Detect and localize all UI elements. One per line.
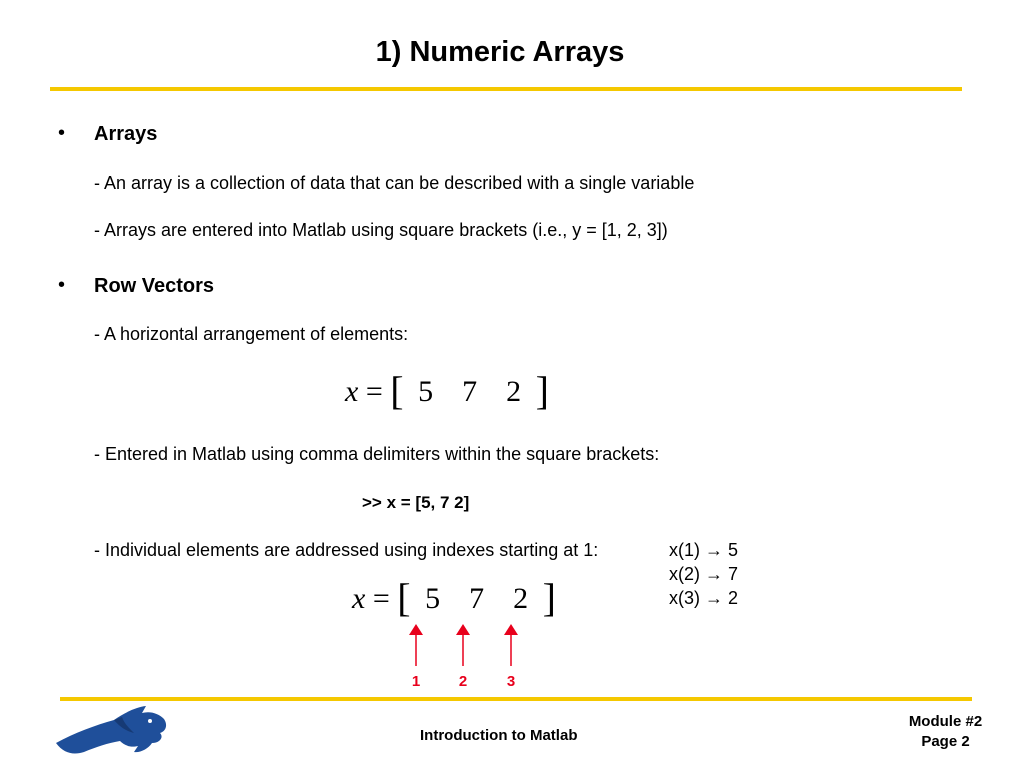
- index-lookup-3: x(3) → 2: [669, 588, 739, 608]
- slide-title: 1) Numeric Arrays: [375, 36, 625, 68]
- equation-indexed: [352, 571, 556, 618]
- matlab-code-line: >> x = [5, 7 2]: [362, 493, 470, 512]
- arrow-up-icon-1: [409, 624, 423, 666]
- equation2-equals: =: [372, 582, 390, 615]
- index-lookup-1: x(1) → 5: [669, 540, 739, 560]
- index-label-2: 2: [458, 673, 468, 690]
- arrays-line-2: - Arrays are entered into Matlab using square brackets (i.e., y = [1, 2, 3]): [94, 220, 668, 240]
- arrow-up-icon-3: [504, 624, 518, 666]
- bullet-arrays: •: [58, 122, 66, 144]
- equation2-element-3: 2: [513, 582, 529, 615]
- equation2-element-1: 5: [425, 582, 441, 615]
- equation2-open-bracket: [: [397, 575, 411, 620]
- row-vectors-line-2: - Entered in Matlab using comma delimiters within the square brackets:: [94, 444, 660, 464]
- bullet-row-vectors: •: [58, 274, 66, 296]
- equation2-variable: x: [352, 582, 366, 615]
- footer-divider: [60, 697, 972, 701]
- footer-module-page: [893, 712, 998, 752]
- heading-row-vectors: Row Vectors: [94, 275, 215, 297]
- equation2-close-bracket: ]: [542, 575, 556, 620]
- row-vectors-line-1: - A horizontal arrangement of elements:: [94, 324, 409, 344]
- index-label-1: 1: [411, 673, 421, 690]
- equation-element-3: 2: [506, 375, 522, 408]
- footer-module: Module #2: [908, 713, 983, 730]
- equation-element-2: 7: [462, 375, 478, 408]
- heading-arrays: Arrays: [94, 123, 158, 145]
- index-arrows: [400, 622, 530, 668]
- equation-equals: =: [365, 375, 383, 408]
- arrow-up-icon-2: [456, 624, 470, 666]
- equation-element-1: 5: [418, 375, 434, 408]
- footer-course-title: Introduction to Matlab: [420, 727, 578, 744]
- row-vectors-line-3: - Individual elements are addressed using indexes starting at 1:: [94, 540, 599, 560]
- equation-close-bracket: ]: [535, 368, 549, 413]
- wildcat-logo-icon: [54, 703, 170, 759]
- equation2-element-2: 7: [469, 582, 485, 615]
- footer-page: Page 2: [921, 733, 970, 750]
- title-divider: [50, 87, 962, 91]
- equation-open-bracket: [: [390, 368, 404, 413]
- arrays-line-1: - An array is a collection of data that can be described with a single variable: [94, 173, 695, 193]
- index-label-3: 3: [506, 673, 516, 690]
- equation-row-vector: [345, 364, 549, 411]
- equation-variable: x: [345, 375, 359, 408]
- index-lookup-2: x(2) → 7: [669, 564, 739, 584]
